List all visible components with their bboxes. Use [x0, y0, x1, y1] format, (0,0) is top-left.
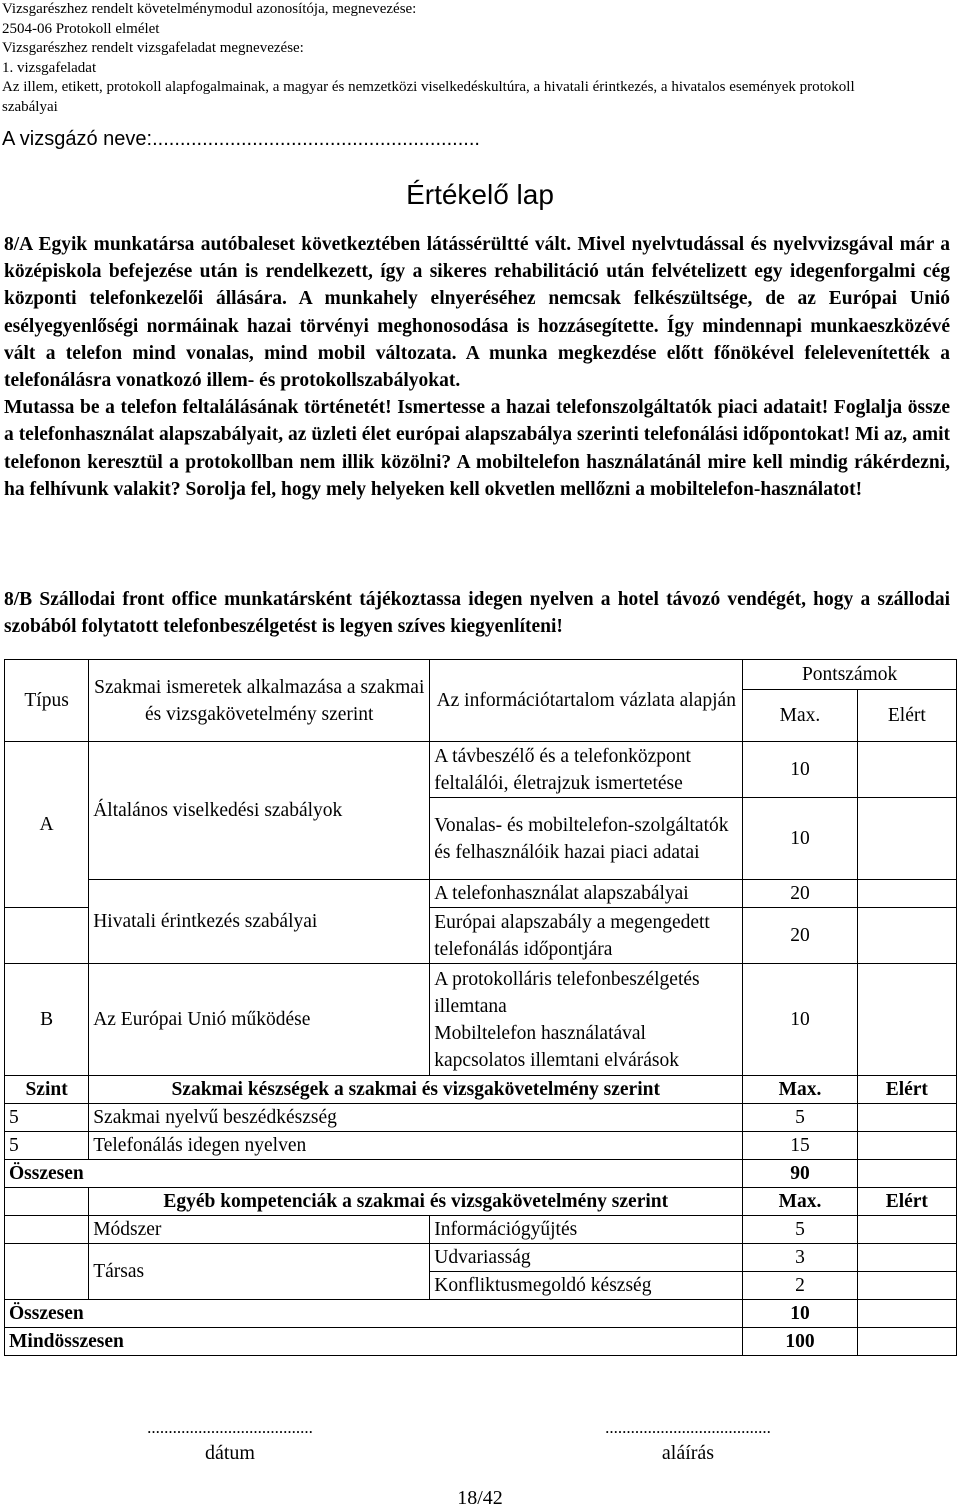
achieved-2[interactable] — [857, 798, 956, 880]
other-row-2-spacer — [5, 1244, 89, 1300]
skill-1-max: 5 — [743, 1104, 857, 1132]
other-row-1-spacer — [5, 1216, 89, 1244]
task-title-line1: Az illem, etikett, protokoll alapfogalmainak, a magyar és nemzetközi viselkedéskultúra, a hivatali érintkezés, a hivatalos események protokoll — [2, 79, 855, 95]
max-2: 10 — [743, 798, 857, 880]
other-social-achieved-2[interactable] — [857, 1272, 956, 1300]
evaluation-table — [4, 659, 957, 1356]
info-item-2: Vonalas- és mobiltelefon-szolgáltatók és felhasználóik hazai piaci adatai — [430, 798, 743, 880]
other-social-item-2: Konfliktusmegoldó készség — [430, 1272, 743, 1300]
other-method-achieved[interactable] — [857, 1216, 956, 1244]
signature-dots: ....................................... — [605, 1418, 771, 1437]
task-8a-scenario: 8/A Egyik munkatársa autóbaleset következtében látássérültté vált. Mivel nyelvtudással és nyelvvizsgával már a középiskola befejezése után is rendelkezett, így a sikeres rehabilitáció után felvételizett egy idegenforgalmi cég központi telefonkezelői állására. A munkahely elnyeréséhez nemcsak felkészültsége, de az Európai Unió esélyegyenlőségi normáinak hazai törvényi meghonosodása is hozzásegítette. Így mindennapi munkaeszközévé vált a telefon mind vonalas, mind mobil változata. A munka megkezdése előtt főnökével felelevenítették a telefonálásra vonatkozó illem- és protokollszabályokat. — [4, 234, 950, 392]
task-8a-questions: Mutassa be a telefon feltalálásának történetét! Ismertesse a hazai telefonszolgáltatók piaci adatait! Foglalja össze a telefonhasználat alapszabályait, az üzleti élet európai alapszabálya szerinti telefonálási időpontokat! Mi az, amit telefonon keresztül a protokollban nem illik közölni? A mobiltelefon használatánál mire kell mindig rákérdezni, ha felhívunk valakit? Sorolja fel, hogy mely helyeken kell okvetlen mellőzni a mobiltelefon-használatot! — [4, 397, 950, 500]
document-header — [2, 0, 952, 117]
knowledge-official-contact: Hivatali érintkezés szabályai — [89, 880, 430, 964]
task-title-line2: szabályai — [2, 98, 58, 115]
info-item-1: A távbeszélő és a telefonközpont feltalálói, életrajzuk ismertetése — [430, 742, 743, 798]
grand-total-label: Mindösszesen — [5, 1328, 743, 1356]
header-type: Típus — [5, 660, 89, 742]
other-achieved-header: Elért — [857, 1188, 956, 1216]
skill-1-achieved[interactable] — [857, 1104, 956, 1132]
page-number: 18/42 — [457, 1487, 503, 1509]
page-title: Értékelő lap — [406, 179, 554, 210]
grand-total-max: 100 — [743, 1328, 857, 1356]
other-header: Egyéb kompetenciák a szakmai és vizsgakövetelmény szerint — [89, 1188, 743, 1216]
skill-1-label: Szakmai nyelvű beszédkészség — [89, 1104, 743, 1132]
other-spacer — [5, 1188, 89, 1216]
other-social-achieved-1[interactable] — [857, 1244, 956, 1272]
knowledge-eu: Az Európai Unió működése — [89, 964, 430, 1076]
achieved-3[interactable] — [857, 880, 956, 908]
task-8b: 8/B Szállodai front office munkatársként tájékoztassa idegen nyelven a hotel távozó vendégét, hogy a szállodai szobából folytatott telefonbeszélgetést is legyen szíves kiegyenlíteni! — [4, 589, 950, 638]
info-item-4: Európai alapszabály a megengedett telefonálás időpontjára — [430, 908, 743, 964]
type-a-continued — [5, 908, 89, 964]
task-label: Vizsgarészhez rendelt vizsgafeladat megnevezése: — [2, 40, 304, 56]
max-1: 10 — [743, 742, 857, 798]
max-3: 20 — [743, 880, 857, 908]
achieved-1[interactable] — [857, 742, 956, 798]
skill-1-level: 5 — [5, 1104, 89, 1132]
type-a: A — [5, 742, 89, 908]
skills-header: Szakmai készségek a szakmai és vizsgakövetelmény szerint — [89, 1076, 743, 1104]
other-social-max-1: 3 — [743, 1244, 857, 1272]
subtotal-1-max: 90 — [743, 1160, 857, 1188]
module-label: Vizsgarészhez rendelt követelménymodul azonosítója, megnevezése: — [2, 1, 417, 17]
header-info: Az információtartalom vázlata alapján — [430, 660, 743, 742]
signature-label: aláírás — [661, 1442, 715, 1464]
subtotal-2-label: Összesen — [5, 1300, 743, 1328]
date-dots: ....................................... — [147, 1418, 313, 1437]
knowledge-general-rules: Általános viselkedési szabályok — [89, 742, 430, 880]
other-max-header: Max. — [743, 1188, 857, 1216]
achieved-5[interactable] — [857, 964, 956, 1076]
header-points: Pontszámok — [743, 660, 957, 690]
skill-2-label: Telefonálás idegen nyelven — [89, 1132, 743, 1160]
type-b: B — [5, 964, 89, 1076]
header-knowledge: Szakmai ismeretek alkalmazása a szakmai és vizsgakövetelmény szerint — [89, 660, 430, 742]
date-label: dátum — [205, 1442, 255, 1464]
skill-2-max: 15 — [743, 1132, 857, 1160]
subtotal-2-max: 10 — [743, 1300, 857, 1328]
module-name: 2504-06 Protokoll elmélet — [2, 20, 160, 37]
signature-block — [548, 1418, 828, 1465]
max-5: 10 — [743, 964, 857, 1076]
skills-max-header: Max. — [743, 1076, 857, 1104]
date-signature-block — [90, 1418, 370, 1465]
other-social: Társas — [89, 1244, 430, 1300]
subtotal-2-achieved[interactable] — [857, 1300, 956, 1328]
other-social-max-2: 2 — [743, 1272, 857, 1300]
skills-achieved-header: Elért — [857, 1076, 956, 1104]
max-4: 20 — [743, 908, 857, 964]
skill-2-level: 5 — [5, 1132, 89, 1160]
info-item-5a: A protokolláris telefonbeszélgetés illemtana — [434, 968, 700, 1017]
subtotal-1-label: Összesen — [5, 1160, 743, 1188]
skill-2-achieved[interactable] — [857, 1132, 956, 1160]
task-number: 1. vizsgafeladat — [2, 59, 97, 76]
task-8a — [4, 231, 950, 503]
other-social-item-1: Udvariasság — [430, 1244, 743, 1272]
other-method-item: Információgyűjtés — [430, 1216, 743, 1244]
achieved-4[interactable] — [857, 908, 956, 964]
grand-total-achieved[interactable] — [857, 1328, 956, 1356]
skills-level-header: Szint — [5, 1076, 89, 1104]
subtotal-1-achieved[interactable] — [857, 1160, 956, 1188]
other-method-max: 5 — [743, 1216, 857, 1244]
header-achieved: Elért — [857, 690, 956, 742]
other-method: Módszer — [89, 1216, 430, 1244]
info-item-5 — [430, 964, 743, 1076]
info-item-5b: Mobiltelefon használatával kapcsolatos illemtani elvárások — [434, 1022, 680, 1071]
info-item-3: A telefonhasználat alapszabályai — [430, 880, 743, 908]
header-max: Max. — [743, 690, 857, 742]
examinee-name-field: A vizsgázó neve:........................................................... — [2, 128, 480, 150]
